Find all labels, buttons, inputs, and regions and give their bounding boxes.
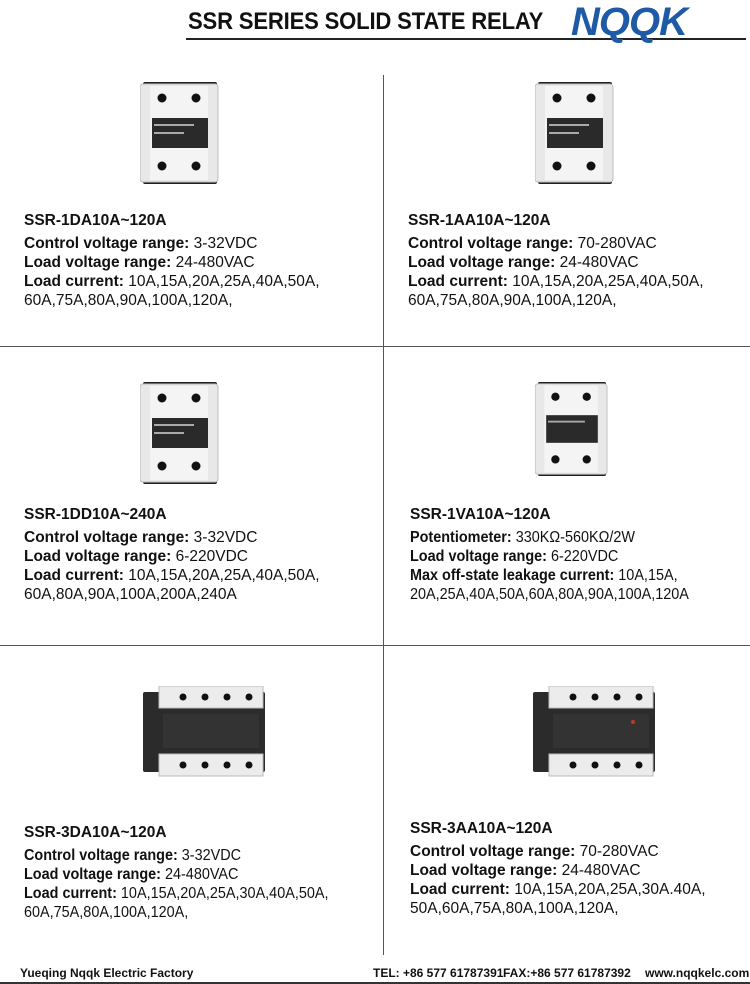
spec-line (408, 253, 704, 272)
product-cell-3da (24, 824, 351, 922)
spec-line (24, 547, 320, 566)
spec-line (410, 547, 689, 566)
spec-label: Control voltage range: (408, 235, 574, 252)
spec-line (408, 272, 704, 291)
page-title: SSR SERIES SOLID STATE RELAY (188, 8, 544, 35)
spec-extra: 20A,25A,40A,50A,60A,80A,90A,100A,120A (410, 586, 689, 603)
spec-extra: 60A,80A,90A,100A,200A,240A (24, 586, 237, 603)
product-model: SSR-1DA10A~120A (24, 212, 167, 229)
spec-line (408, 234, 704, 253)
product-cell-1dd (24, 506, 320, 604)
spec-label: Load current: (410, 881, 510, 898)
spec-label: Control voltage range: (24, 529, 190, 546)
spec-label: Control voltage range: (410, 843, 576, 860)
spec-line (24, 865, 329, 884)
spec-extra: 60A,75A,80A,90A,100A,120A, (408, 292, 617, 309)
spec-value: 10A,15A,20A,25A,40A,50A, (507, 273, 704, 290)
spec-label: Control voltage range: (24, 847, 178, 864)
spec-label: Max off-state leakage current: (410, 567, 615, 584)
spec-line (410, 861, 706, 880)
spec-label: Load current: (24, 885, 117, 902)
footer-tel: TEL: +86 577 61787391 (373, 966, 504, 980)
spec-line (410, 842, 706, 861)
spec-label: Load voltage range: (24, 866, 161, 883)
spec-line (24, 272, 320, 291)
spec-value: 70-280VAC (573, 235, 657, 252)
product-model: SSR-3AA10A~120A (410, 820, 553, 837)
spec-label: Load voltage range: (410, 862, 558, 879)
spec-value: 24-480VAC (557, 862, 641, 879)
spec-label: Control voltage range: (24, 235, 190, 252)
footer-fax: FAX:+86 577 61787392 (503, 966, 631, 980)
spec-extra: 60A,75A,80A,90A,100A,120A, (24, 292, 233, 309)
spec-value: 24-480VAC (555, 254, 639, 271)
product-model: SSR-1AA10A~120A (408, 212, 551, 229)
spec-value: 10A,15A,20A,25A,30A,40A,50A, (116, 885, 329, 902)
spec-line (24, 253, 320, 272)
spec-label: Potentiometer: (410, 529, 512, 546)
relay-image-1va (535, 382, 609, 476)
relay-image-1aa (535, 82, 615, 184)
spec-line (410, 528, 689, 547)
spec-line (24, 846, 329, 865)
spec-label: Load voltage range: (24, 254, 172, 271)
grid-row-divider-2 (0, 645, 750, 646)
spec-label: Load voltage range: (24, 548, 172, 565)
product-cell-3aa (410, 820, 706, 918)
spec-value: 3-32VDC (177, 847, 242, 864)
relay-image-3aa (533, 686, 655, 778)
product-model: SSR-3DA10A~120A (24, 824, 167, 841)
spec-line (24, 528, 320, 547)
spec-extra: 50A,60A,75A,80A,100A,120A, (410, 900, 619, 917)
spec-line (24, 566, 320, 585)
spec-value: 330KΩ-560KΩ/2W (511, 529, 636, 546)
spec-extra: 60A,75A,80A,100A,120A, (24, 904, 189, 921)
spec-value: 24-480VAC (171, 254, 255, 271)
spec-value: 10A,15A,20A,25A,40A,50A, (123, 273, 320, 290)
spec-line (410, 880, 706, 899)
grid-vertical-divider (383, 75, 384, 955)
spec-label: Load current: (24, 273, 124, 290)
footer-factory: Yueqing Nqqk Electric Factory (20, 966, 194, 980)
spec-line (410, 566, 689, 585)
spec-value: 3-32VDC (189, 529, 258, 546)
product-cell-1va (410, 506, 710, 604)
spec-line (24, 234, 320, 253)
spec-value: 10A,15A,20A,25A,40A,50A, (123, 567, 320, 584)
relay-image-1dd (140, 382, 220, 484)
spec-value: 70-280VAC (575, 843, 659, 860)
grid-row-divider-1 (0, 346, 750, 347)
product-cell-1da (24, 212, 320, 310)
product-model: SSR-1VA10A~120A (410, 506, 551, 523)
spec-value: 3-32VDC (189, 235, 258, 252)
spec-label: Load current: (24, 567, 124, 584)
spec-label: Load current: (408, 273, 508, 290)
spec-value: 6-220VDC (171, 548, 248, 565)
product-cell-1aa (408, 212, 704, 310)
relay-image-1da (140, 82, 220, 184)
brand-logo: NQQK (571, 0, 687, 44)
spec-value: 10A,15A,20A,25A,30A.40A, (509, 881, 706, 898)
footer-website: www.nqqkelc.com (645, 966, 750, 980)
product-model: SSR-1DD10A~240A (24, 506, 167, 523)
spec-label: Load voltage range: (408, 254, 556, 271)
spec-line (24, 884, 329, 903)
spec-value: 24-480VAC (160, 866, 239, 883)
spec-label: Load voltage range: (410, 548, 547, 565)
spec-value: 10A,15A, (614, 567, 678, 584)
spec-value: 6-220VDC (546, 548, 619, 565)
relay-image-3da (143, 686, 265, 778)
